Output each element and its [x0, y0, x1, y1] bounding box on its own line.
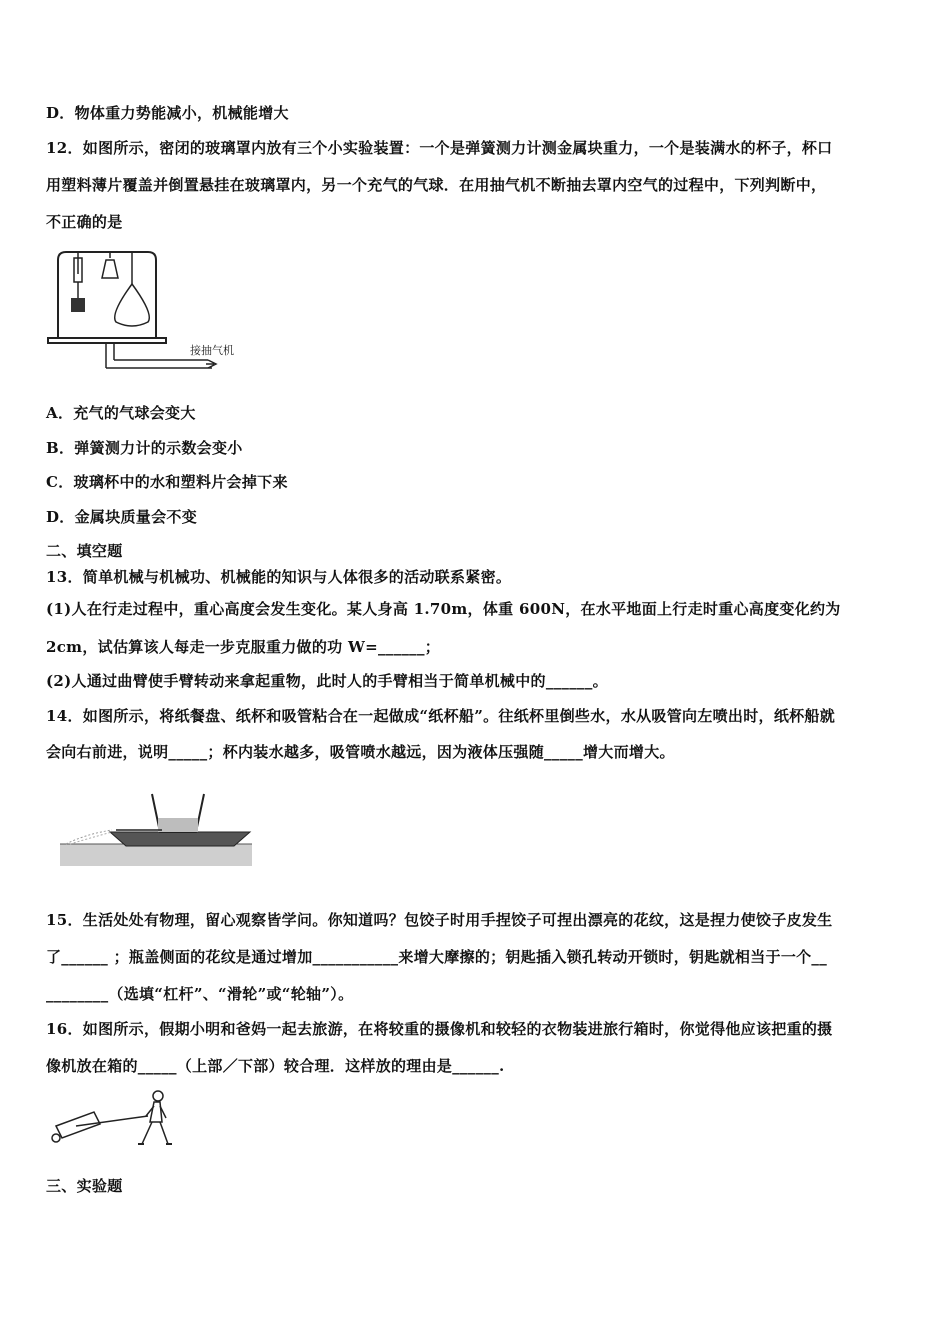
- q16-line-1: 16．如图所示，假期小明和爸妈一起去旅游，在将较重的摄像机和较轻的衣物装进旅行箱时，你觉得他应该把重的摄: [46, 1020, 833, 1038]
- q12-option-b: B．弹簧测力计的示数会变小: [46, 439, 243, 457]
- q12-stem-line-3: 不正确的是: [46, 213, 123, 231]
- paper-cup-boat-figure: [56, 790, 256, 868]
- q16-line-2: 像机放在箱的_____（上部／下部）较合理．这样放的理由是______.: [46, 1057, 505, 1075]
- section-fill-in-title: 二、填空题: [46, 542, 123, 560]
- suitcase-figure: [46, 1088, 186, 1150]
- q15-line-3: ________（选填“杠杆”、“滑轮”或“轮轴”）。: [46, 985, 354, 1003]
- q13-part2: (2)人通过曲臂使手臂转动来拿起重物，此时人的手臂相当于简单机械中的______。: [46, 672, 608, 690]
- q12-option-a: A．充气的气球会变大: [46, 404, 196, 422]
- q12-option-c: C．玻璃杯中的水和塑料片会掉下来: [46, 473, 288, 491]
- q12-stem-line-1: 12．如图所示，密闭的玻璃罩内放有三个小实验装置：一个是弹簧测力计测金属块重力，一个是装满水的杯子，杯口: [46, 139, 833, 157]
- q13-part1-line-2: 2cm，试估算该人每走一步克服重力做的功 W=______；: [46, 638, 441, 656]
- q12-stem-line-2: 用塑料薄片覆盖并倒置悬挂在玻璃罩内，另一个充气的气球．在用抽气机不断抽去罩内空气的过程中，下列判断中，: [46, 176, 827, 194]
- q13-stem: 13．简单机械与机械功、机械能的知识与人体很多的活动联系紧密。: [46, 568, 512, 586]
- section-experiment-title: 三、实验题: [46, 1177, 123, 1195]
- q15-line-1: 15．生活处处有物理，留心观察皆学问。你知道吗？包饺子时用手捏饺子可捏出漂亮的花纹，这是捏力使饺子皮发生: [46, 911, 833, 929]
- bell-jar-pump-label: 接抽气机: [190, 344, 234, 357]
- q11-option-d: D．物体重力势能减小，机械能增大: [46, 104, 289, 122]
- q13-part1-line-1: (1)人在行走过程中，重心高度会发生变化。某人身高 1.70m，体重 600N，在水平地面上行走时重心高度变化约为: [46, 600, 841, 618]
- bell-jar-figure: [40, 244, 260, 379]
- q14-line-1: 14．如图所示，将纸餐盘、纸杯和吸管粘合在一起做成“纸杯船”。往纸杯里倒些水，水从吸管向左喷出时，纸杯船就: [46, 707, 836, 725]
- q12-option-d: D．金属块质量会不变: [46, 508, 198, 526]
- q15-line-2: 了______ ；瓶盖侧面的花纹是通过增加___________来增大摩擦的；钥匙插入锁孔转动开锁时，钥匙就相当于一个__: [46, 948, 828, 966]
- q14-line-2: 会向右前进，说明_____；杯内装水越多，吸管喷水越远，因为液体压强随_____增大而增大。: [46, 743, 675, 761]
